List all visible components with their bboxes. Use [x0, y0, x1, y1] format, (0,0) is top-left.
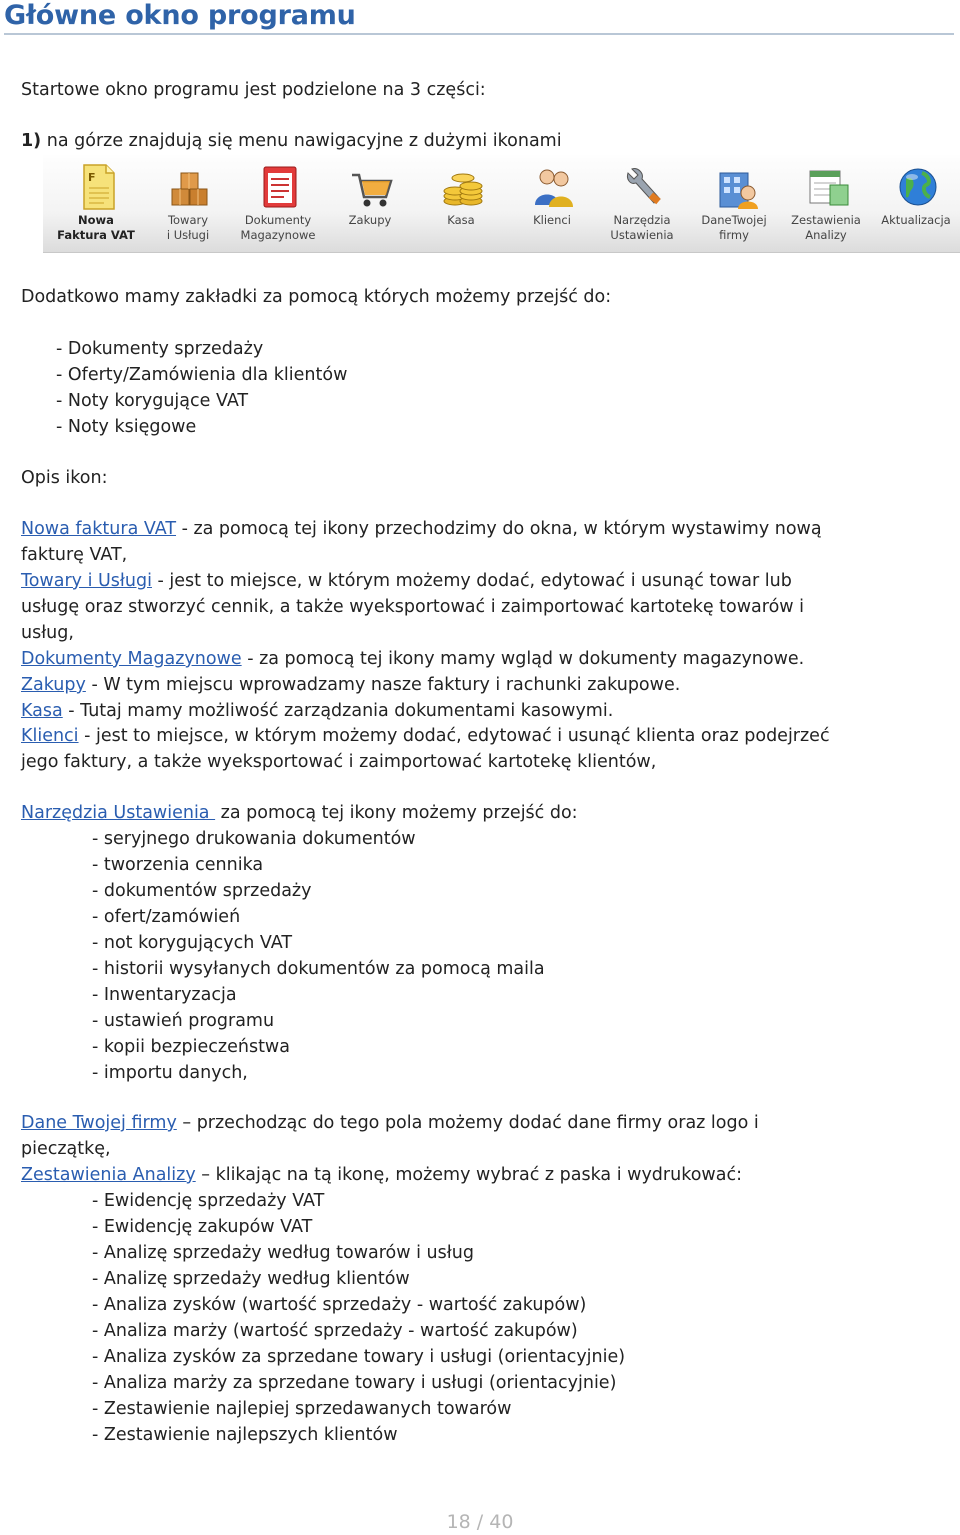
- link-purchases[interactable]: Zakupy: [21, 675, 86, 695]
- link-company-data[interactable]: Dane Twojej firmy: [21, 1113, 177, 1133]
- list-item: - Analiza zysków (wartość sprzedaży - wartość zakupów): [92, 1295, 587, 1315]
- cart-icon: [350, 163, 394, 211]
- list-item: - Zestawienie najlepszych klientów: [92, 1425, 398, 1445]
- toolbar-label: Nowa Faktura VAT: [57, 213, 135, 242]
- list-item: - tworzenia cennika: [92, 855, 264, 875]
- desc-products-cont: usługę oraz stworzyć cennik, a także wyeksportować i zaimportować kartotekę towarów i: [21, 597, 805, 617]
- toolbar-label: Towary i Usługi: [166, 213, 210, 242]
- tabs-intro: Dodatkowo mamy zakładki za pomocą których możemy przejść do:: [21, 287, 612, 307]
- icons-heading: Opis ikon:: [21, 468, 108, 488]
- list-item: - Analizę sprzedaży według towarów i usług: [92, 1243, 474, 1263]
- toolbar-button-products[interactable]: [143, 155, 233, 252]
- desc-cash: [21, 698, 613, 724]
- list-item: - not korygujących VAT: [92, 933, 293, 953]
- list-item: - kopii bezpieczeństwa: [92, 1037, 290, 1057]
- desc-company-data-cont: pieczątkę,: [21, 1139, 111, 1159]
- desc-products: [21, 568, 792, 594]
- title-divider: [4, 33, 954, 35]
- list-item: - Analizę sprzedaży według klientów: [92, 1269, 410, 1289]
- desc-text: – klikając na tą ikonę, możemy wybrać z paska i wydrukować:: [195, 1165, 742, 1185]
- desc-tools: [21, 800, 578, 826]
- tabs-list: [56, 336, 347, 440]
- link-warehouse-docs[interactable]: Dokumenty Magazynowe: [21, 649, 242, 669]
- list-item: - seryjnego drukowania dokumentów: [92, 829, 416, 849]
- list-item: - Analiza zysków za sprzedane towary i usługi (orientacyjnie): [92, 1347, 626, 1367]
- navigation-toolbar: [43, 155, 960, 253]
- desc-text: – przechodząc do tego pola możemy dodać dane firmy oraz logo i: [176, 1113, 759, 1133]
- invoice-icon: [76, 163, 120, 211]
- toolbar-button-reports[interactable]: [781, 155, 871, 252]
- toolbar-label: Klienci: [533, 213, 571, 227]
- toolbar-label: Aktualizacja: [881, 213, 951, 227]
- reports-list: [92, 1188, 625, 1448]
- list-item: - Noty księgowe: [56, 417, 197, 437]
- coins-icon: [441, 163, 485, 211]
- boxes-icon: [168, 163, 212, 211]
- desc-clients: [21, 723, 830, 749]
- toolbar-label: Zestawienia Analizy: [791, 213, 861, 242]
- toolbar-button-warehouse-docs[interactable]: [233, 155, 323, 252]
- list-item: - Dokumenty sprzedaży: [56, 339, 264, 359]
- toolbar-label: Kasa: [447, 213, 475, 227]
- list-item: - Zestawienie najlepiej sprzedawanych towarów: [92, 1399, 512, 1419]
- desc-text: - Tutaj mamy możliwość zarządzania dokumentami kasowymi.: [62, 701, 614, 721]
- toolbar-button-cash[interactable]: [416, 155, 506, 252]
- link-cash[interactable]: Kasa: [21, 701, 63, 721]
- desc-text: - jest to miejsce, w którym możemy dodać, edytować i usunąć klienta oraz podejrzeć: [78, 726, 830, 746]
- desc-purchases: [21, 672, 680, 698]
- desc-new-invoice: [21, 516, 822, 542]
- list-item: - ofert/zamówień: [92, 907, 241, 927]
- list-item: - ustawień programu: [92, 1011, 275, 1031]
- list-item: - importu danych,: [92, 1063, 248, 1083]
- tools-icon: [622, 163, 666, 211]
- link-new-invoice[interactable]: Nowa faktura VAT: [21, 519, 177, 539]
- desc-clients-cont: jego faktury, a także wyeksportować i zaimportować kartotekę klientów,: [21, 752, 657, 772]
- section-1-number: 1): [21, 131, 42, 151]
- list-item: - Oferty/Zamówienia dla klientów: [56, 365, 348, 385]
- link-reports[interactable]: Zestawienia Analizy: [21, 1165, 196, 1185]
- globe-icon: [896, 163, 940, 211]
- link-clients[interactable]: Klienci: [21, 726, 79, 746]
- toolbar-button-company-data[interactable]: [689, 155, 779, 252]
- link-tools-settings[interactable]: Narzędzia Ustawienia: [21, 803, 216, 823]
- toolbar-label: Dokumenty Magazynowe: [240, 213, 316, 242]
- desc-warehouse-docs: [21, 646, 804, 672]
- page-title: Główne okno programu: [4, 0, 356, 31]
- section-1-text: [21, 128, 562, 154]
- toolbar-button-tools-settings[interactable]: [597, 155, 687, 252]
- toolbar-button-clients[interactable]: [507, 155, 597, 252]
- toolbar-button-new-invoice[interactable]: [51, 155, 141, 252]
- company-icon: [714, 163, 758, 211]
- desc-company-data: [21, 1110, 759, 1136]
- desc-reports: [21, 1162, 742, 1188]
- list-item: - historii wysyłanych dokumentów za pomocą maila: [92, 959, 545, 979]
- intro-text: Startowe okno programu jest podzielone na 3 części:: [21, 80, 486, 100]
- page-number: 18 / 40: [446, 1511, 514, 1533]
- list-item: - Noty korygujące VAT: [56, 391, 249, 411]
- desc-text: - za pomocą tej ikony mamy wgląd w dokumenty magazynowe.: [241, 649, 805, 669]
- desc-text: - za pomocą tej ikony przechodzimy do okna, w którym wystawimy nową: [176, 519, 822, 539]
- documents-icon: [258, 163, 302, 211]
- desc-text: - W tym miejscu wprowadzamy nasze faktury i rachunki zakupowe.: [85, 675, 681, 695]
- tools-list: [92, 826, 545, 1086]
- desc-text: - jest to miejsce, w którym możemy dodać, edytować i usunąć towar lub: [151, 571, 792, 591]
- link-products[interactable]: Towary i Usługi: [21, 571, 152, 591]
- desc-products-cont2: usług,: [21, 623, 74, 643]
- list-item: - Ewidencję sprzedaży VAT: [92, 1191, 325, 1211]
- svg-text:F: F: [88, 171, 96, 184]
- clients-icon: [532, 163, 576, 211]
- toolbar-label: DaneTwojej firmy: [701, 213, 767, 242]
- desc-text: za pomocą tej ikony możemy przejść do:: [215, 803, 578, 823]
- list-item: - dokumentów sprzedaży: [92, 881, 312, 901]
- toolbar-label: Zakupy: [348, 213, 392, 227]
- reports-icon: [806, 163, 850, 211]
- list-item: - Inwentaryzacja: [92, 985, 237, 1005]
- toolbar-button-purchases[interactable]: [325, 155, 415, 252]
- list-item: - Ewidencję zakupów VAT: [92, 1217, 313, 1237]
- desc-new-invoice-cont: fakturę VAT,: [21, 545, 128, 565]
- toolbar-label: Narzędzia Ustawienia: [610, 213, 674, 242]
- list-item: - Analiza marży za sprzedane towary i usługi (orientacyjnie): [92, 1373, 617, 1393]
- toolbar-button-update[interactable]: [871, 155, 960, 252]
- section-1-description: na górze znajdują się menu nawigacyjne z dużymi ikonami: [41, 131, 562, 151]
- list-item: - Analiza marży (wartość sprzedaży - wartość zakupów): [92, 1321, 578, 1341]
